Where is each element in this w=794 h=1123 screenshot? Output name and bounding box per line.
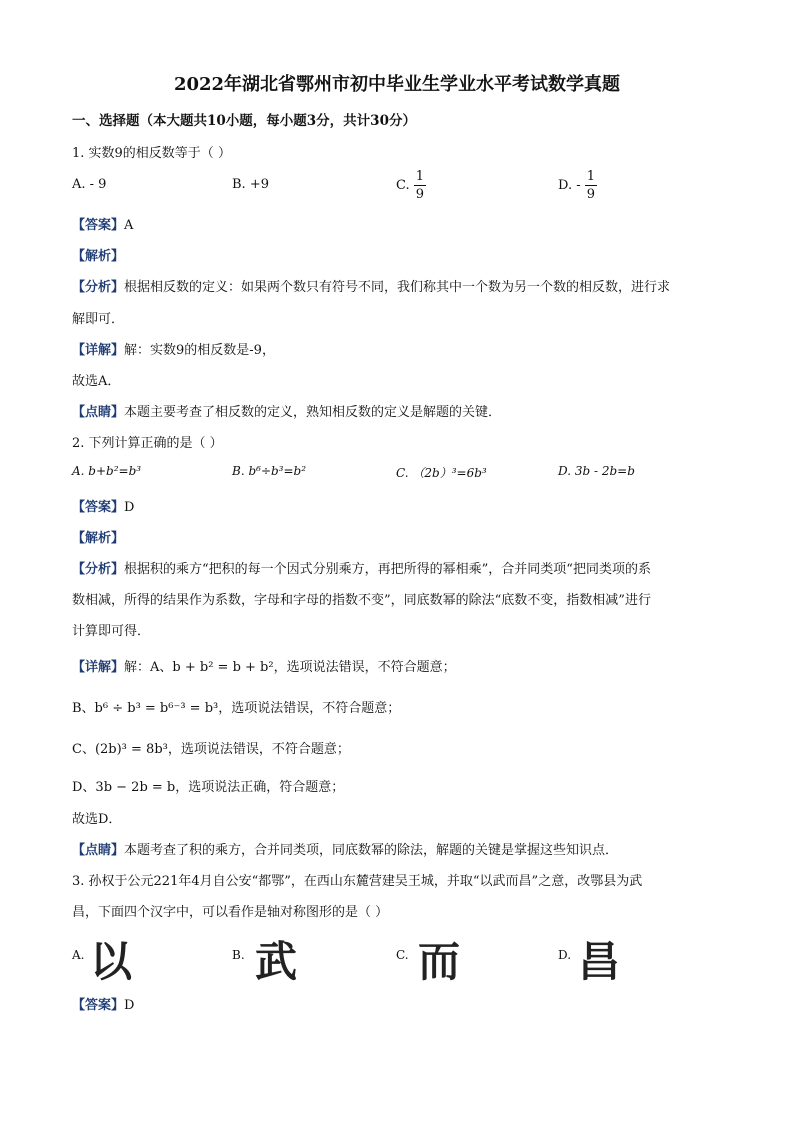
comment-tag: 【点睛】 [72, 405, 125, 420]
q3-option-c-character: 而 [418, 937, 461, 986]
analysis-tag: 【解析】 [72, 531, 125, 546]
q1-fenxi-cont: 解即可． [72, 312, 125, 327]
q2-detail-a [72, 656, 456, 675]
q1-answer-value: A [124, 218, 134, 233]
q2-option-c: C. （2b）³=6b³ [396, 466, 487, 480]
q2-option-d: D. 3b - 2b=b [558, 464, 635, 478]
q1-option-d [558, 168, 597, 203]
q2-stem: 2. 下列计算正确的是（ ） [72, 436, 223, 451]
q3-option-a-character: 以 [90, 937, 133, 986]
detail-tag: 【详解】 [72, 343, 125, 358]
analysis-tag: 【解析】 [72, 249, 125, 264]
q1-option-d-label: D. - [558, 178, 581, 193]
q1-stem: 1. 实数9的相反数等于（ ） [72, 146, 231, 161]
q1-comment [72, 401, 501, 420]
q3-option-d-label: D. [558, 948, 572, 962]
q1-option-d-fraction [585, 168, 597, 203]
q1-option-a: A. - 9 [72, 177, 107, 192]
q1-fenxi [72, 276, 670, 295]
q2-detail-d: D、3b − 2b = b，选项说法正确，符合题意； [72, 780, 345, 795]
q1-comment-text: 本题主要考查了相反数的定义，熟知相反数的定义是解题的关键． [124, 405, 502, 420]
q2-option-b: B. b⁶÷b³=b² [232, 464, 307, 478]
q2-fenxi [72, 558, 651, 577]
q2-option-a: A. b+b²=b³ [72, 464, 142, 478]
q1-fenxi-text: 根据相反数的定义：如果两个数只有符号不同，我们称其中一个数为另一个数的相反数，进行求 [124, 280, 671, 295]
detail-tag: 【详解】 [72, 660, 125, 675]
fraction-numerator: 1 [586, 169, 596, 184]
q2-fenxi-cont-2: 计算即可得． [72, 624, 151, 639]
q2-fenxi-text: 根据积的乘方“把积的每一个因式分别乘方，再把所得的幂相乘”，合并同类项“把同类项的系 [124, 562, 651, 577]
q2-comment [72, 839, 618, 858]
q3-answer-value: D [124, 998, 135, 1013]
q3-answer [72, 994, 134, 1013]
q1-choose: 故选A． [72, 374, 121, 389]
q1-detail-text: 解：实数9的相反数是-9， [124, 343, 275, 358]
q2-detail-c: C、(2b)³ = 8b³，选项说法错误，不符合题意； [72, 742, 350, 757]
q3-option-a-label: A. [72, 948, 85, 962]
q1-option-c-fraction [414, 168, 426, 203]
q2-fenxi-cont-1: 数相减，所得的结果作为系数，字母和字母的指数不变”，同底数幂的除法“底数不变，指数相减”进行 [72, 593, 651, 608]
q2-detail-b: B、b⁶ ÷ b³ = b⁶⁻³ = b³，选项说法错误，不符合题意； [72, 701, 401, 716]
q1-answer [72, 214, 133, 233]
fraction-numerator: 1 [415, 169, 425, 184]
q1-option-c-label: C. [396, 178, 410, 193]
q3-option-d-character: 昌 [578, 937, 621, 986]
q2-comment-text: 本题考查了积的乘方，合并同类项，同底数幂的除法，解题的关键是掌握这些知识点． [124, 843, 619, 858]
q2-choose: 故选D． [72, 812, 122, 827]
q2-analysis-heading [72, 527, 124, 546]
fenxi-tag: 【分析】 [72, 280, 125, 295]
q3-option-c-label: C. [396, 948, 409, 962]
q3-option-b-label: B. [232, 948, 245, 962]
fenxi-tag: 【分析】 [72, 562, 125, 577]
section-heading: 一、选择题（本大题共10小题，每小题3分，共计30分） [72, 113, 416, 129]
q3-stem-cont: 昌，下面四个汉字中，可以看作是轴对称图形的是（ ） [72, 905, 389, 920]
q3-option-b-character: 武 [255, 937, 298, 986]
q1-detail [72, 339, 275, 358]
q1-option-b: B. +9 [232, 177, 269, 192]
answer-tag: 【答案】 [72, 998, 125, 1013]
answer-tag: 【答案】 [72, 500, 125, 515]
answer-tag: 【答案】 [72, 218, 125, 233]
q1-option-c [396, 168, 426, 203]
q1-analysis-heading [72, 245, 124, 264]
comment-tag: 【点睛】 [72, 843, 125, 858]
fraction-denominator: 9 [415, 187, 425, 202]
q2-answer-value: D [124, 500, 135, 515]
q2-detail-a-text: 解：A、b + b² = b + b²，选项说法错误，不符合题意； [124, 660, 456, 675]
fraction-denominator: 9 [586, 187, 596, 202]
page-title: 2022年湖北省鄂州市初中毕业生学业水平考试数学真题 [173, 74, 621, 95]
q2-answer [72, 496, 134, 515]
q3-stem: 3. 孙权于公元221年4月自公安“都鄂”，在西山东麓营建吴王城，并取“以武而昌”之意，改鄂县为武 [72, 874, 643, 889]
